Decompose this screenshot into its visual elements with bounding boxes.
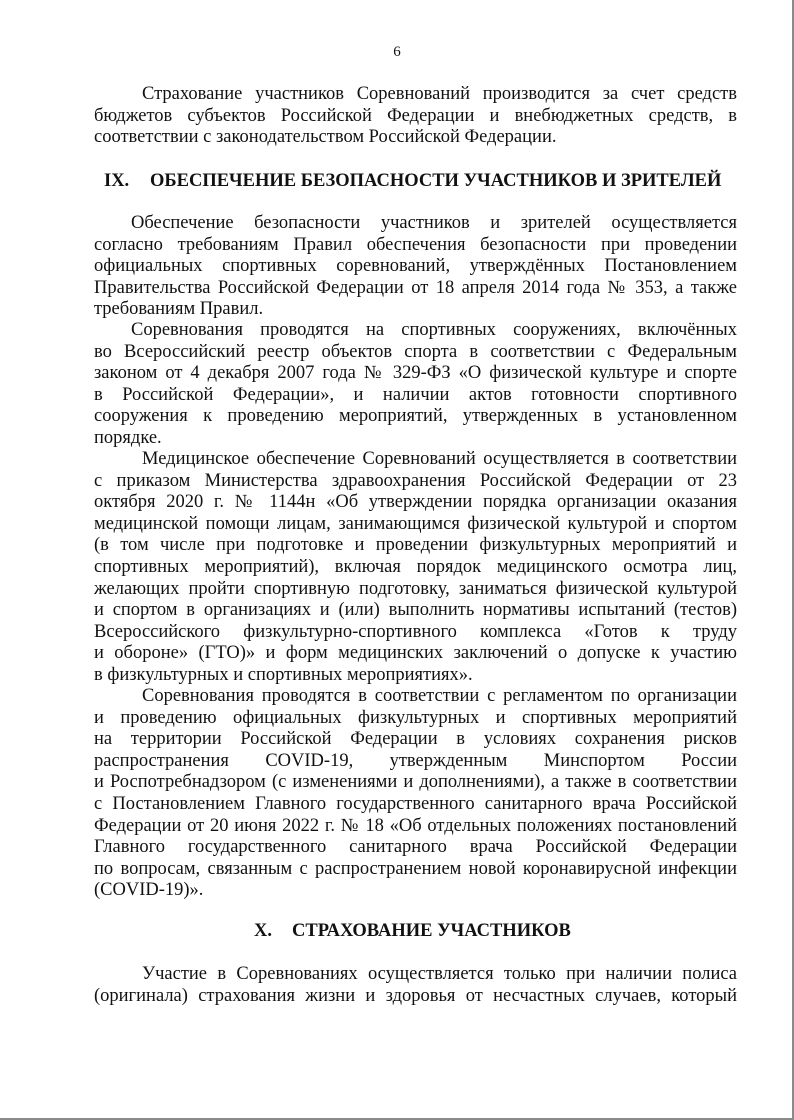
text-line: порядке. <box>94 427 162 448</box>
text-line: октября 2020 г. № 1144н «Об утверждении порядка организации оказания <box>94 492 737 513</box>
text-line: (COVID-19)». <box>94 880 204 901</box>
text-line: медицинской помощи лицам, занимающимся физической культурой и спортом <box>94 513 737 534</box>
text-line: Главного государственного санитарного врача Российской Федерации <box>94 837 737 858</box>
page-number: 6 <box>393 44 401 60</box>
text-line: в Российской Федерации», и наличии актов готовности спортивного <box>94 384 737 405</box>
text-line: в физкультурных и спортивных мероприятиях». <box>94 664 473 685</box>
text-line: официальных спортивных соревнований, утверждённых Постановлением <box>94 256 737 277</box>
paragraph-safety <box>94 213 737 321</box>
text-line: с приказом Министерства здравоохранения Российской Федерации от 23 <box>94 470 737 491</box>
text-line: Соревнования проводятся в соответствии с регламентом по организации <box>142 686 737 706</box>
text-line: с Постановлением Главного государственного санитарного врача Российской <box>94 793 737 814</box>
text-line: и спортом в организациях и (или) выполнить нормативы испытаний (тестов) <box>94 600 737 621</box>
text-line: Медицинское обеспечение Соревнований осуществляется в соответствии <box>142 449 737 469</box>
text-line: Страхование участников Соревнований производится за счет средств <box>142 84 737 104</box>
text-line: желающих пройти спортивную подготовку, заниматься физической культурой <box>94 578 737 599</box>
text-line: по вопросам, связанным с распространением новой коронавирусной инфекции <box>94 858 737 879</box>
text-line: и проведению официальных физкультурных и спортивных мероприятий <box>94 707 737 728</box>
text-line: Федерации от 20 июня 2022 г. № 18 «Об отдельных положениях постановлений <box>94 815 737 836</box>
text-line: требованиям Правил. <box>94 299 264 320</box>
section-number: X. <box>254 921 272 941</box>
text-line: (в том числе при подготовке и проведении физкультурных мероприятий и <box>94 535 737 556</box>
text-line: Всероссийского физкультурно-спортивного комплекса «Готов к труду <box>94 621 737 642</box>
section-title: СТРАХОВАНИЕ УЧАСТНИКОВ <box>292 921 571 941</box>
text-line: во Всероссийский реестр объектов спорта в соответствии с Федеральным <box>94 341 737 362</box>
text-line: согласно требованиям Правил обеспечения безопасности при проведении <box>94 234 737 255</box>
paragraph-medical <box>94 449 737 687</box>
text-line: Обеспечение безопасности участников и зрителей осуществляется <box>131 213 737 233</box>
text-line: законом от 4 декабря 2007 года № 329-ФЗ «О физической культуре и спорте <box>94 363 737 384</box>
text-line: бюджетов субъектов Российской Федерации и внебюджетных средств, в <box>94 105 737 126</box>
text-line: и обороне» (ГТО)» и форм медицинских заключений о допуске к участию <box>94 643 737 664</box>
paragraph-participation <box>94 964 737 1007</box>
section-number: IX. <box>104 171 130 191</box>
text-line: Участие в Соревнованиях осуществляется только при наличии полиса <box>142 964 737 984</box>
paragraph-venues <box>94 320 737 450</box>
paragraph-insurance-intro <box>94 84 737 149</box>
text-line: сооружения к проведению мероприятий, утвержденных в установленном <box>94 406 737 427</box>
text-line: на территории Российской Федерации в условиях сохранения рисков <box>94 729 737 750</box>
section-title: ОБЕСПЕЧЕНИЕ БЕЗОПАСНОСТИ УЧАСТНИКОВ И ЗРИТЕЛЕЙ <box>150 171 722 191</box>
text-line: распространения COVID-19, утвержденным Минспортом России <box>94 750 737 771</box>
text-line: (оригинала) страхования жизни и здоровья от несчастных случаев, который <box>94 985 737 1006</box>
text-line: соответствии с законодательством Российской Федерации. <box>94 127 557 148</box>
text-line: спортивных мероприятий), включая порядок медицинского осмотра лиц, <box>94 556 737 577</box>
text-line: Соревнования проводятся на спортивных сооружениях, включённых <box>131 320 737 340</box>
text-line: и Роспотребнадзором (с изменениями и дополнениями), а также в соответствии <box>94 772 737 793</box>
paragraph-covid <box>94 686 737 902</box>
text-line: Правительства Российской Федерации от 18 апреля 2014 года № 353, а также <box>94 277 737 298</box>
